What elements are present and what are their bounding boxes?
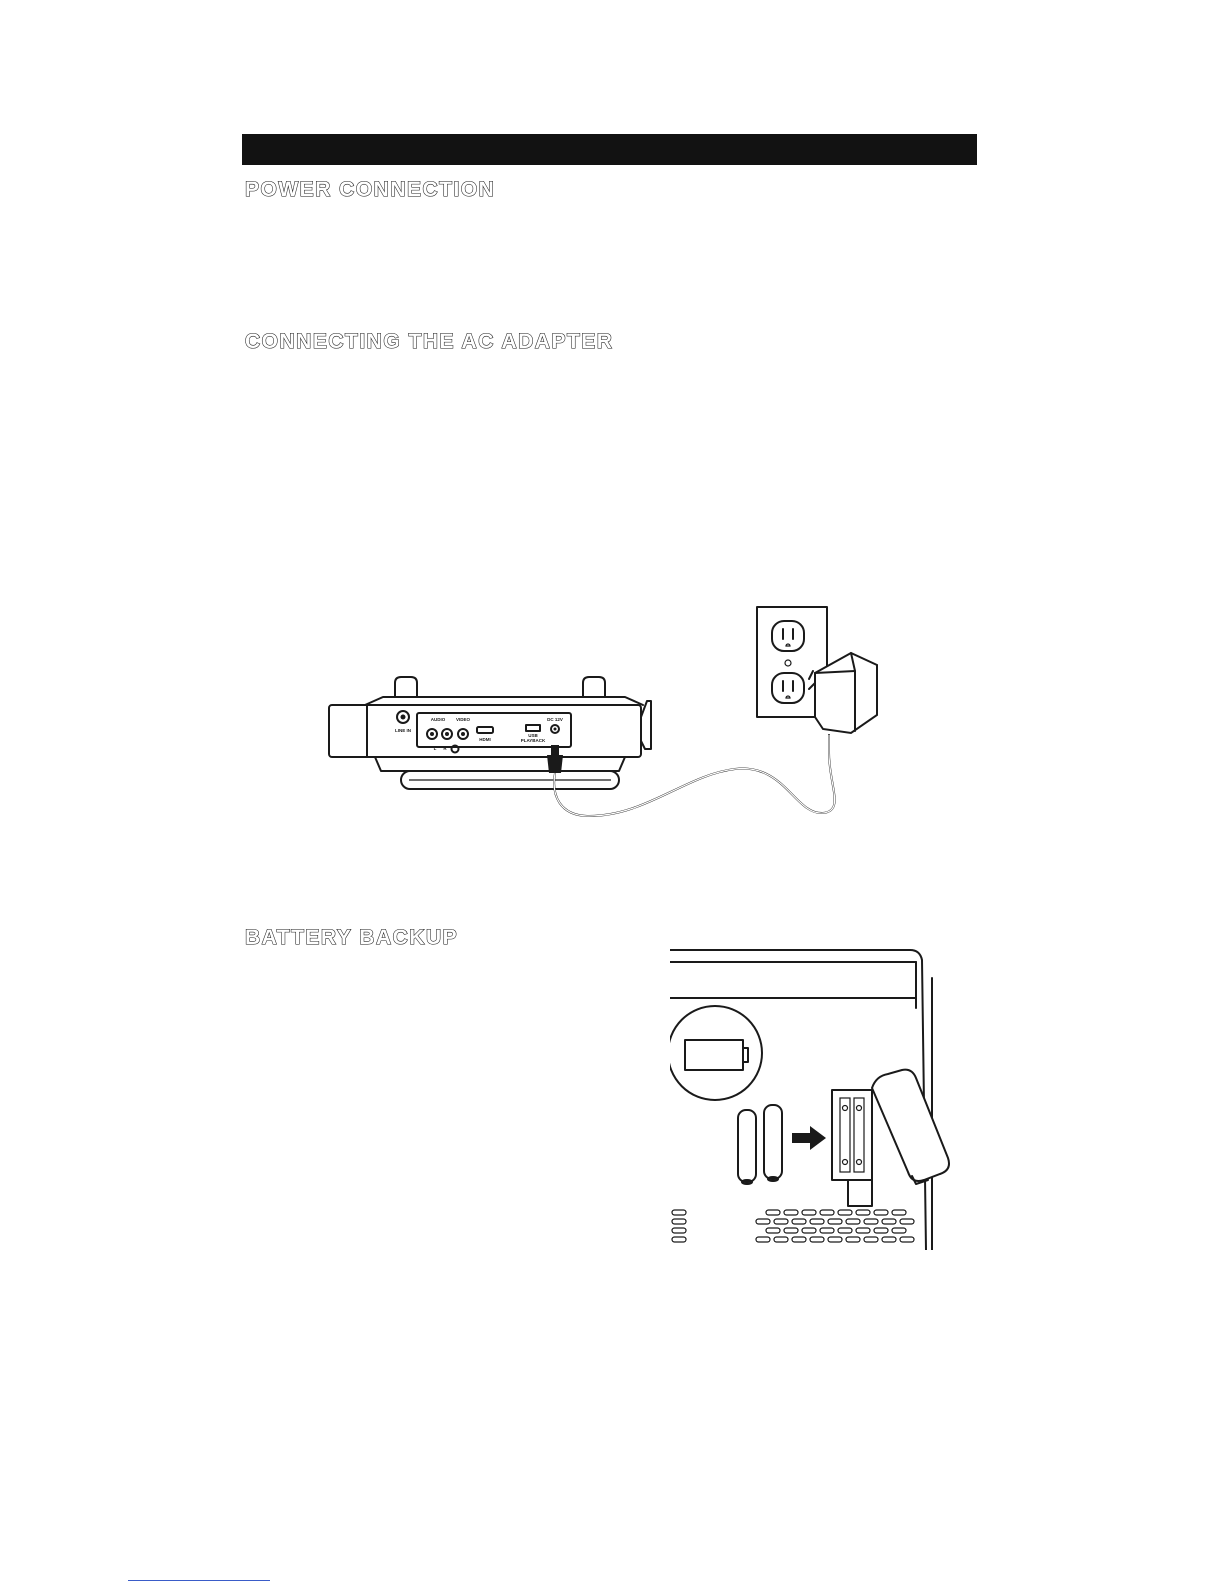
section-header-bar — [242, 134, 977, 165]
battery-compartment-illustration — [670, 948, 955, 1250]
dvd-player-side-icon — [329, 677, 651, 789]
ac-adapter-heading: CONNECTING THE AC ADAPTER — [245, 330, 614, 353]
audio-left-label: L — [433, 746, 437, 751]
line-in-label: LINE IN — [394, 728, 412, 733]
audio-label: AUDIO — [430, 717, 446, 722]
playback-label: PLAYBACK — [520, 738, 546, 743]
power-connection-heading: POWER CONNECTION — [245, 178, 496, 201]
dc-in-label: DC 12V — [547, 717, 563, 722]
ac-adapter-icon — [809, 653, 877, 733]
video-label: VIDEO — [455, 717, 471, 722]
battery-icon — [685, 1040, 748, 1070]
battery-backup-heading: BATTERY BACKUP — [245, 926, 459, 949]
footer-link-rule — [128, 1580, 270, 1581]
usb-label: USB — [528, 733, 538, 738]
hdmi-label: HDMI — [479, 737, 491, 742]
ac-adapter-illustration — [325, 605, 895, 830]
audio-right-label: R — [443, 746, 447, 751]
